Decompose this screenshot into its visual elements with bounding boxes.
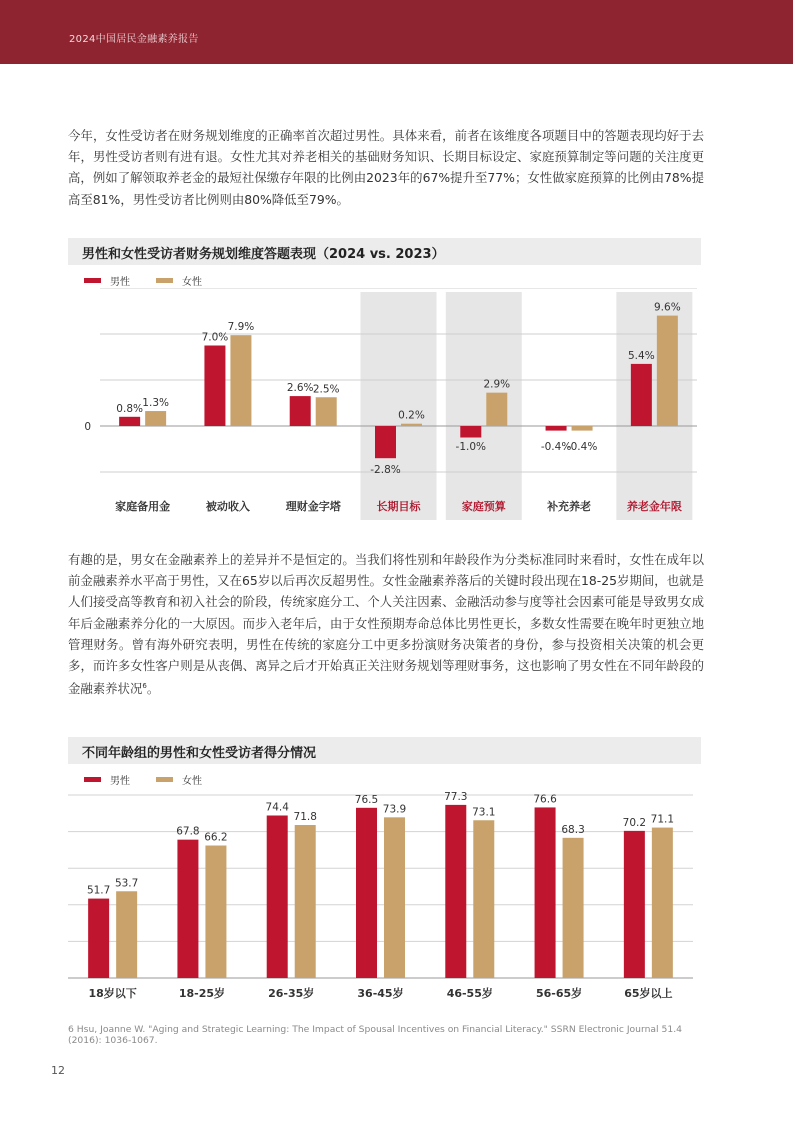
chart1-bar-female-6 [657, 316, 678, 426]
chart1-data-label-male-0: 0.8% [116, 402, 143, 415]
chart1-data-label-male-3: -2.8% [370, 464, 401, 477]
chart1-bar-male-1 [204, 346, 225, 427]
chart2-data-label-male-5: 76.6 [533, 793, 557, 806]
chart2-bar-male-4 [445, 805, 466, 978]
chart2-category-label-6: 65岁以上 [624, 987, 673, 1000]
chart1-data-label-female-2: 2.5% [312, 383, 340, 396]
chart1-data-label-male-2: 2.6% [286, 382, 314, 395]
chart1-legend [84, 273, 202, 288]
chart1-category-label-5: 补充养老 [547, 500, 592, 513]
chart2-bar-female-0 [116, 891, 137, 978]
legend-item-male [84, 273, 130, 288]
chart2-data-label-female-5: 68.3 [561, 823, 585, 836]
legend-label-male: 男性 [110, 277, 130, 288]
chart2-category-label-3: 36-45岁 [357, 987, 404, 1000]
chart1-bar-female-4 [486, 393, 507, 426]
chart2-bar-female-3 [384, 817, 405, 978]
chart1-highlight-6 [616, 292, 692, 520]
chart1-category-label-2: 理财金字塔 [285, 500, 341, 513]
chart1-data-label-female-3: 0.2% [398, 409, 425, 422]
chart2-bar-female-2 [295, 825, 316, 978]
legend2-item-female [156, 772, 202, 787]
chart1-bar-male-3 [375, 426, 396, 458]
chart1-financial-planning [0, 288, 793, 522]
legend2-item-male [84, 772, 130, 787]
chart1-category-label-0: 家庭备用金 [115, 500, 171, 513]
chart2-data-label-female-2: 71.8 [293, 811, 317, 824]
chart1-highlight-3 [361, 292, 437, 520]
chart2-bar-male-0 [88, 899, 109, 978]
legend2-swatch-female [156, 777, 173, 782]
chart2-category-label-4: 46-55岁 [446, 987, 493, 1000]
chart2-title: 不同年龄组的男性和女性受访者得分情况 [82, 746, 317, 761]
paragraph-gender-age-end: 。 [146, 681, 160, 697]
chart1-data-label-male-5: -0.4% [540, 441, 572, 453]
legend-swatch-female [156, 278, 173, 283]
chart1-highlight-4 [446, 292, 522, 520]
chart2-title-bar [68, 737, 701, 764]
footnote: 6 Hsu, Joanne W. "Aging and Strategic Learning: The Impact of Spousal Incentives on Financial Literacy." SSRN Electronic Journal 51.4 (2016): 1036-1067. [68, 1024, 682, 1046]
chart1-title-bar [68, 238, 701, 265]
chart2-data-label-male-3: 76.5 [354, 793, 379, 806]
chart1-bar-male-6 [631, 364, 652, 426]
legend-swatch-male [84, 278, 101, 283]
chart1-bar-female-5 [572, 426, 593, 431]
chart2-legend [84, 772, 202, 787]
chart1-data-label-male-1: 7.0% [201, 331, 229, 344]
chart2-category-label-0: 18岁以下 [88, 987, 137, 1000]
chart2-data-label-female-4: 73.1 [472, 806, 496, 819]
legend2-swatch-male [84, 777, 101, 782]
chart2-bar-male-3 [356, 808, 377, 978]
paragraph-gender-age-text: 有趣的是，男女在金融素养上的差异并不是恒定的。当我们将性别和年龄段作为分类标准同时来看时，女性在成年以前金融素养水平高于男性，又在65岁以后再次反超男性。女性金融素养落后的关键时段出现在18-25岁期间，也就是人们接受高等教育和初入社会的阶段，传统家庭分工、个人关注因素、金融活动参与度等社会因素可能是导致男女成年后金融素养分化的一大原因。而步入老年后，由于女性预期寿命总体比男性更长，多数女性需要在晚年时更独立地管理财务。曾有海外研究表明，男性在传统的家庭分工中更多扮演财务决策者的身份，参与投资相关决策的机会更多，而许多女性客户则是从丧偶、离异之后才开始真正关注财务规划等理财事务，这也影响了男女性在不同年龄段的金融素养状况 [68, 552, 704, 697]
report-title: 2024中国居民金融素养报告 [69, 34, 199, 45]
paragraph-financial-planning: 今年，女性受访者在财务规划维度的正确率首次超过男性。具体来看，前者在该维度各项题目中的答题表现均好于去年，男性受访者则有进有退。女性尤其对养老相关的基础财务知识、长期目标设定、家庭预算制定等问题的关注度更高，例如了解领取养老金的最短社保缴存年限的比例由2023年的67%提升至77%；女性做家庭预算的比例由78%提高至81%，男性受访者比例则由80%降低至79%。 [68, 128, 704, 207]
footnote-ref: 6 [142, 682, 147, 691]
chart1-category-label-4: 家庭预算 [461, 500, 506, 513]
chart2-data-label-female-0: 53.7 [114, 877, 139, 890]
chart2-category-label-1: 18-25岁 [178, 987, 226, 1000]
chart1-category-label-6: 养老金年限 [626, 500, 682, 513]
chart2-bar-female-6 [652, 828, 673, 978]
chart1-category-label-3: 长期目标 [376, 500, 421, 513]
chart2-data-label-female-3: 73.9 [382, 803, 407, 816]
chart1-data-label-female-5: -0.4% [566, 441, 598, 453]
chart2-bar-female-5 [563, 838, 584, 978]
chart2-data-label-male-6: 70.2 [622, 816, 647, 829]
chart1-data-label-female-1: 7.9% [227, 321, 255, 334]
chart1-bar-female-0 [145, 411, 166, 426]
chart1-bar-female-3 [401, 424, 422, 426]
chart2-bar-male-1 [177, 840, 198, 978]
chart1-bar-female-2 [316, 397, 337, 426]
chart2-bar-male-2 [267, 815, 288, 978]
chart1-bar-male-0 [119, 417, 140, 426]
chart2-bar-male-6 [624, 831, 645, 978]
chart2-bar-female-1 [205, 846, 226, 978]
chart2-age-groups [0, 790, 793, 1010]
chart2-data-label-female-6: 71.1 [650, 813, 675, 826]
chart1-data-label-female-6: 9.6% [654, 301, 681, 314]
chart1-category-label-1: 被动收入 [205, 500, 250, 513]
legend2-label-female: 女性 [182, 776, 202, 787]
chart1-data-label-male-6: 5.4% [628, 349, 655, 362]
chart1-bar-female-1 [230, 335, 251, 426]
chart1-bar-male-5 [546, 426, 567, 431]
chart2-data-label-female-1: 66.2 [204, 831, 228, 844]
chart2-category-label-5: 56-65岁 [535, 987, 583, 1000]
chart2-bar-female-4 [473, 820, 494, 978]
legend2-label-male: 男性 [110, 776, 130, 787]
chart2-category-label-2: 26-35岁 [268, 987, 315, 1000]
chart1-bar-male-2 [290, 396, 311, 426]
legend-label-female: 女性 [182, 277, 202, 288]
chart2-data-label-male-0: 51.7 [86, 884, 111, 897]
chart1-data-label-male-4: -1.0% [455, 441, 487, 453]
chart1-title: 男性和女性受访者财务规划维度答题表现（2024 vs. 2023） [82, 247, 445, 262]
page-header [0, 0, 793, 64]
legend-item-female [156, 273, 202, 288]
chart1-data-label-female-0: 1.3% [142, 397, 169, 410]
chart2-data-label-male-4: 77.3 [444, 790, 468, 803]
page-number: 12 [51, 1064, 65, 1077]
chart2-data-label-male-2: 74.4 [265, 801, 289, 814]
chart1-ytick-0: 0 [84, 421, 91, 433]
chart1-bar-male-4 [460, 426, 481, 438]
paragraph-gender-age [68, 549, 704, 700]
chart2-bar-male-5 [535, 807, 556, 978]
chart2-data-label-male-1: 67.8 [176, 825, 200, 838]
chart1-data-label-female-4: 2.9% [483, 378, 511, 391]
